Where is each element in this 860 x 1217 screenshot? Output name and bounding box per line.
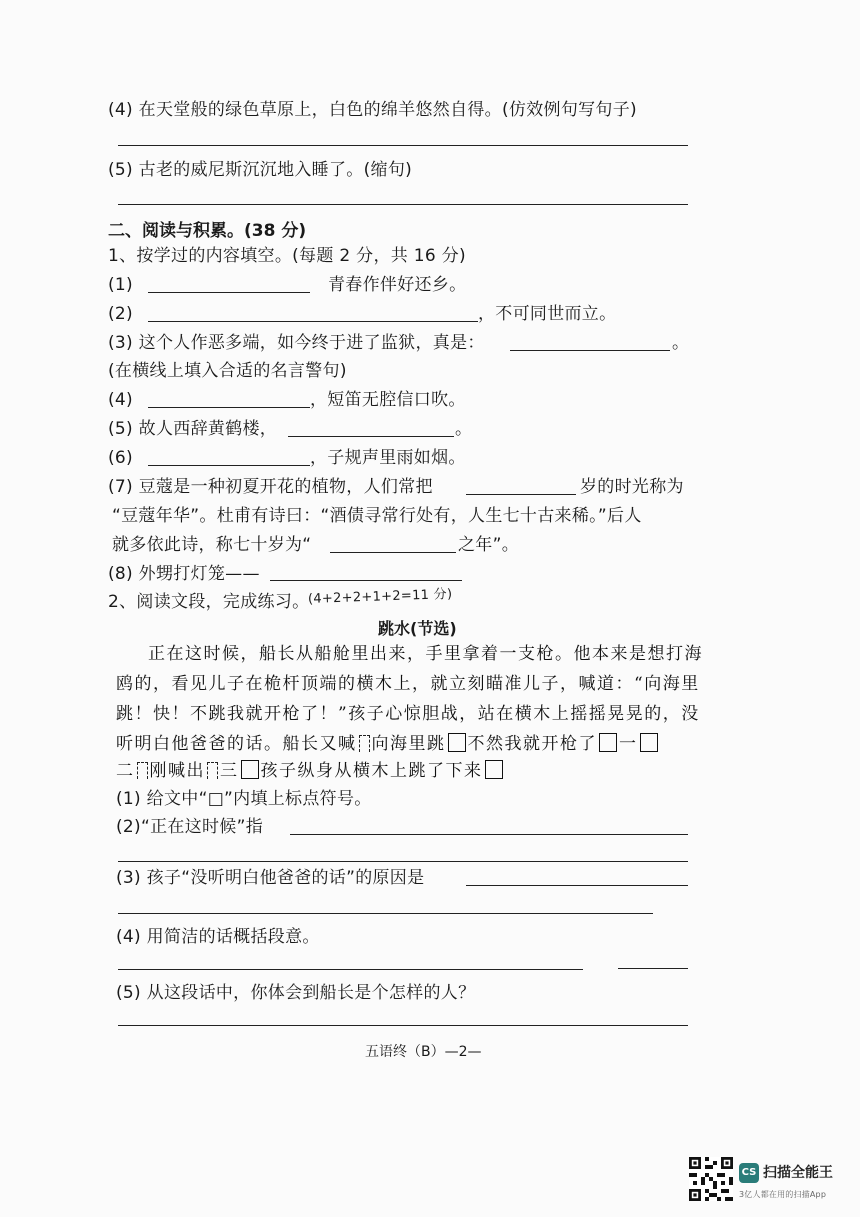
scanner-tagline: 3亿人都在用的扫描App bbox=[739, 1190, 827, 1199]
reading-question-4: (4) 用简洁的话概括段意。 bbox=[116, 927, 320, 947]
fill-item-6-text: ，子规声里雨如烟。 bbox=[310, 448, 466, 468]
punctuation-box[interactable] bbox=[640, 733, 658, 752]
reading-score: (4+2+2+1+2=11 分) bbox=[307, 586, 453, 607]
punctuation-box[interactable] bbox=[207, 762, 218, 779]
passage-line-5: 二 刚喊出 三 孩子纵身从横木上跳了下来 bbox=[116, 760, 505, 782]
answer-line bbox=[118, 913, 653, 914]
page-number: 五语终（B）—2— bbox=[365, 1044, 482, 1060]
answer-line bbox=[618, 968, 688, 969]
passage-line-1: 正在这时候，船长从船舱里出来，手里拿着一支枪。他本来是想打海 bbox=[148, 644, 703, 664]
fill-blank bbox=[148, 407, 310, 408]
fill-item-7-line-3-end: 之年”。 bbox=[458, 535, 520, 555]
punctuation-box[interactable] bbox=[448, 733, 466, 752]
fill-blank bbox=[270, 580, 462, 581]
punctuation-box[interactable] bbox=[599, 733, 617, 752]
fill-item-8-text: (8) 外甥打灯笼—— bbox=[108, 564, 260, 584]
camscanner-logo-icon: CS bbox=[739, 1163, 759, 1183]
fill-item-5-text: (5) 故人西辞黄鹤楼， bbox=[108, 419, 278, 439]
fill-instruction: 1、按学过的内容填空。(每题 2 分，共 16 分) bbox=[108, 246, 466, 266]
answer-line bbox=[118, 204, 688, 205]
fill-item-5-end: 。 bbox=[455, 419, 473, 439]
fill-blank bbox=[330, 552, 456, 553]
question-5-shorten: (5) 古老的威尼斯沉沉地入睡了。(缩句) bbox=[108, 160, 413, 180]
punctuation-box[interactable] bbox=[137, 762, 148, 779]
scanner-brand: 扫描全能王 bbox=[763, 1165, 833, 1181]
punctuation-box[interactable] bbox=[485, 760, 503, 779]
answer-line bbox=[118, 145, 688, 146]
fill-blank bbox=[148, 465, 310, 466]
fill-item-3-end: 。 bbox=[672, 333, 690, 353]
fill-item-7-line-2: “豆蔻年华”。杜甫有诗曰：“酒债寻常行处有，人生七十古来稀。”后人 bbox=[112, 506, 642, 526]
answer-line bbox=[118, 861, 688, 862]
fill-blank bbox=[148, 292, 310, 293]
reading-question-1: (1) 给文中“□”内填上标点符号。 bbox=[116, 789, 372, 809]
passage-line-2: 鸥的，看见儿子在桅杆顶端的横木上，就立刻瞄准儿子，喊道：“向海里 bbox=[116, 674, 700, 694]
answer-line bbox=[118, 969, 583, 970]
answer-line bbox=[118, 1025, 688, 1026]
answer-line bbox=[466, 885, 688, 886]
fill-blank bbox=[466, 494, 576, 495]
fill-item-7-line-1: (7) 豆蔻是一种初夏开花的植物，人们常把 bbox=[108, 477, 433, 497]
fill-item-3-note: (在横线上填入合适的名言警句) bbox=[108, 361, 347, 381]
question-4-rewrite: (4) 在天堂般的绿色草原上，白色的绵羊悠然自得。(仿效例句写句子) bbox=[108, 100, 637, 120]
punctuation-box[interactable] bbox=[241, 760, 259, 779]
fill-blank bbox=[510, 350, 670, 351]
passage-title: 跳水(节选) bbox=[378, 619, 457, 638]
fill-item-7-line-3: 就多依此诗，称七十岁为“ bbox=[112, 535, 312, 555]
fill-item-6-number: (6) bbox=[108, 448, 133, 468]
reading-instruction: 2、阅读文段，完成练习。 bbox=[108, 592, 310, 612]
fill-item-2-number: (2) bbox=[108, 304, 133, 324]
fill-item-7-line-1-end: 岁的时光称为 bbox=[580, 477, 684, 497]
passage-line-3: 跳！快！不跳我就开枪了！”孩子心惊胆战，站在横木上摇摇晃晃的，没 bbox=[116, 704, 700, 724]
section-heading: 二、阅读与积累。(38 分) bbox=[108, 221, 307, 241]
fill-item-4-text: ，短笛无腔信口吹。 bbox=[310, 390, 466, 410]
answer-line bbox=[290, 834, 688, 835]
fill-item-1-number: (1) bbox=[108, 275, 133, 295]
qr-code-icon bbox=[689, 1157, 733, 1201]
punctuation-box[interactable] bbox=[359, 735, 370, 752]
reading-question-5: (5) 从这段话中，你体会到船长是个怎样的人？ bbox=[116, 983, 476, 1003]
fill-item-4-number: (4) bbox=[108, 390, 133, 410]
fill-blank bbox=[148, 321, 478, 322]
reading-question-2: (2)“正在这时候”指 bbox=[116, 817, 263, 837]
passage-line-4: 听明白他爸爸的话。船长又喊 向海里跳 不然我就开枪了 一 bbox=[116, 733, 660, 755]
fill-blank bbox=[288, 436, 454, 437]
fill-item-1-text: 青春作伴好还乡。 bbox=[328, 275, 467, 295]
fill-item-2-text: ，不可同世而立。 bbox=[478, 304, 617, 324]
reading-question-3: (3) 孩子“没听明白他爸爸的话”的原因是 bbox=[116, 868, 425, 888]
fill-item-3-text: (3) 这个人作恶多端，如今终于进了监狱，真是： bbox=[108, 333, 485, 353]
